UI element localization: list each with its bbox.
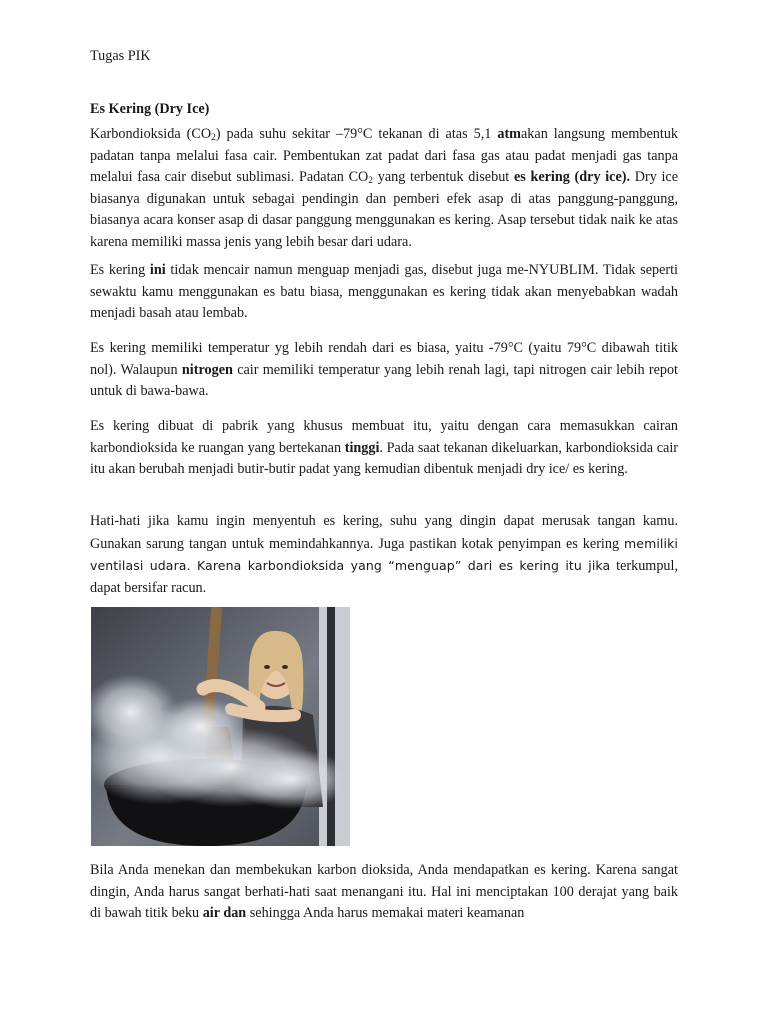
text: Dry ice biasanya digunakan untuk sebagai pendingin dan pemberi efek asap di atas panggung-panggung, biasanya acara konser asap di dasar panggung menggunakan es kering. Asap tersebut tidak naik ke atas karena memiliki massa jenis yang lebih besar dari udara. [90,169,679,250]
paragraph-3 [90,338,678,403]
subscript: 2 [211,133,216,143]
text-sans: memiliki ventilasi udara. Karena karbondioksida yang “menguap” dari es kering itu jika [90,535,678,573]
text: tidak mencair namun menguap menjadi gas, disebut juga me-NYUBLIM. Tidak seperti sewaktu kamu menggunakan es batu biasa, menggunakan es kering tidak akan menyebabkan wadah menjadi basah atau lembab. [90,262,678,321]
text: terkumpul, dapat bersifar racun. [90,558,678,596]
bold-text: nitrogen [181,361,233,378]
text: cair memiliki temperatur yang lebih renah lagi, tapi nitrogen cair lebih repot untuk di bawa-bawa. [90,361,678,399]
paragraph-4 [90,416,678,481]
paragraph-5 [90,511,678,599]
text: yang terbentuk disebut [373,169,514,185]
text: Es kering [90,262,150,278]
dry-ice-photo [91,607,350,846]
text: Bila Anda menekan dan membekukan karbon dioksida, Anda mendapatkan es kering. Karena sangat dingin, Anda harus sangat berhati-hati saat menangani itu. Hal ini menciptakan 100 derajat yang baik di bawah titik beku [90,862,678,921]
bold-text: air dan [202,905,247,921]
document-header: Tugas PIK [90,48,151,64]
text: ) pada suhu sekitar –79°C tekanan di atas 5,1 [215,126,498,142]
text: Hati-hati jika kamu ingin menyentuh es kering, suhu yang dingin dapat merusak tangan kamu. Gunakan sarung tangan untuk memindahkannya. Juga pastikan kotak penyimpan es kering [90,513,678,552]
text: sehingga Anda harus memakai materi keamanan [246,905,525,921]
bold-text: es kering (dry ice). [513,169,631,185]
text: akan langsung membentuk padatan tanpa melalui fasa cair. Pembentukan zat padat dari fasa gas atau padat menjadi gas tanpa melalui fasa cair disebut sublimasi. Padatan CO [90,126,679,185]
section-heading: Es Kering (Dry Ice) [90,101,210,117]
text: Es kering memiliki temperatur yg lebih rendah dari es biasa, yaitu -79°C (yaitu 79°C dibawah titik nol). Walaupun [90,340,678,378]
bold-text: tinggi [344,439,380,456]
subscript: 2 [368,176,374,186]
text: . Pada saat tekanan dikeluarkan, karbondioksida cair itu akan berubah menjadi butir-butir padat yang kemudian dibentuk menjadi dry ice/ es kering. [90,439,678,477]
photo-illustration [91,607,350,846]
paragraph-1 [90,124,678,253]
bold-text: atm [497,126,521,142]
bold-text: ini [149,262,166,278]
text: Karbondioksida (CO [90,126,212,142]
paragraph-2 [90,260,678,325]
text: Es kering dibuat di pabrik yang khusus membuat itu, yaitu dengan cara memasukkan cairan karbondioksida ke ruangan yang bertekanan [90,418,678,456]
paragraph-6 [90,860,678,925]
